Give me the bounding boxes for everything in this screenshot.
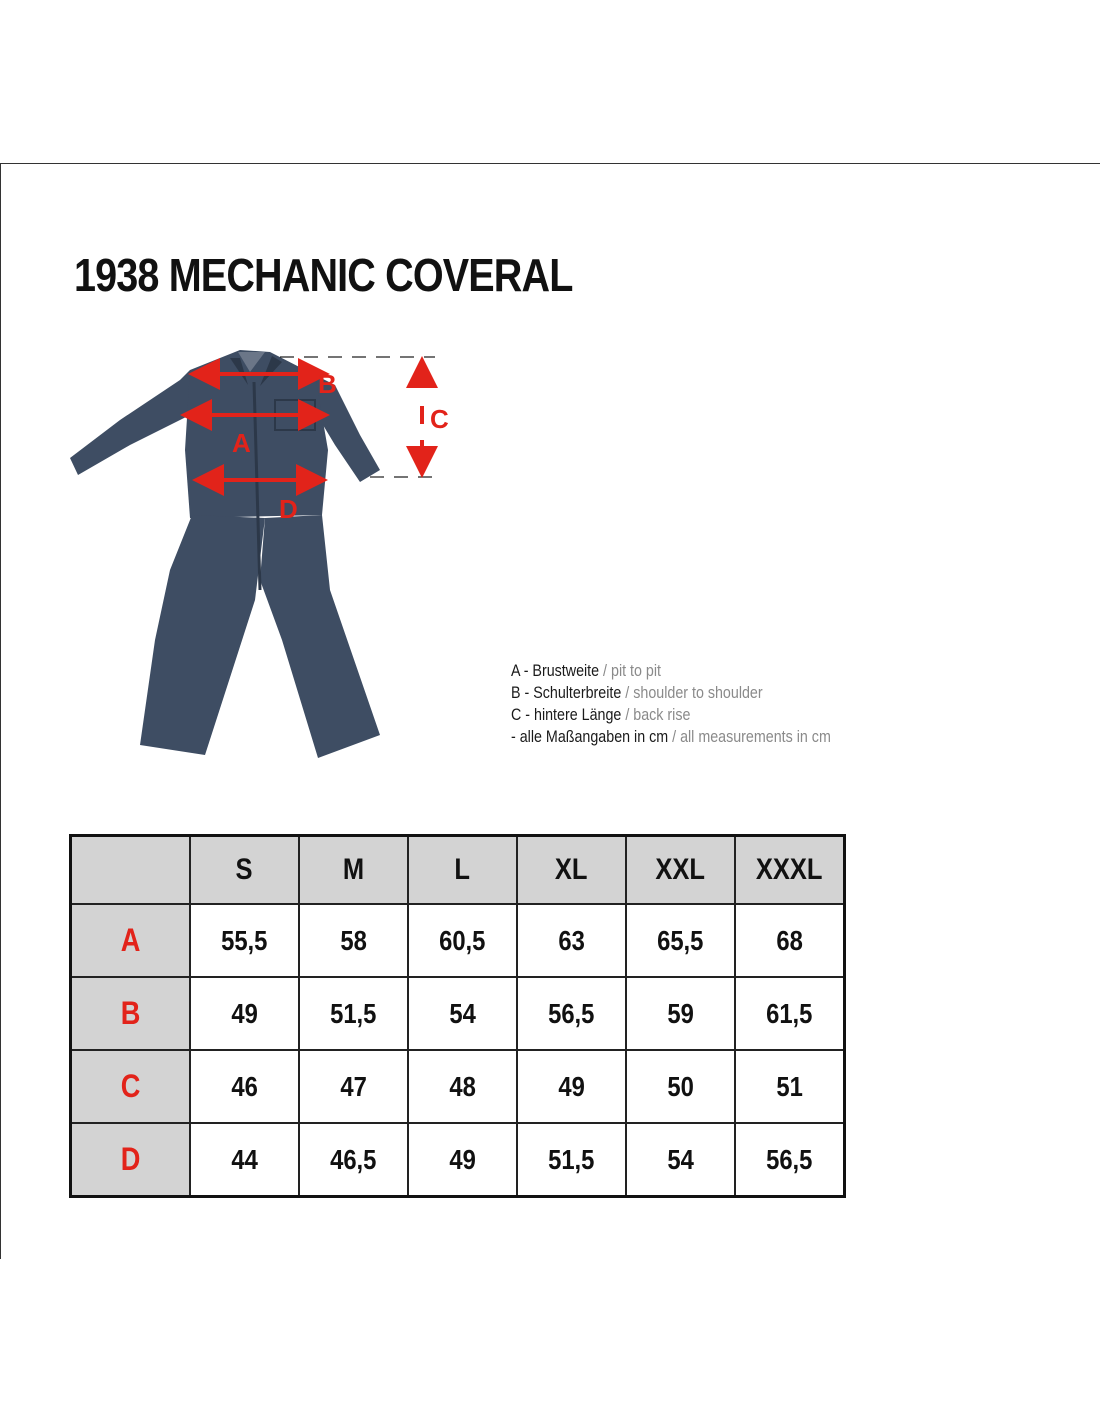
row-label: D: [71, 1123, 191, 1197]
table-cell: 63: [517, 904, 626, 977]
table-row: [71, 1123, 845, 1197]
size-header: M: [299, 836, 408, 905]
label-a: A: [232, 428, 251, 458]
table-cell: 50: [626, 1050, 735, 1123]
table-cell: 54: [626, 1123, 735, 1197]
measurement-legend: [511, 660, 864, 748]
label-c: C: [430, 404, 449, 434]
table-header-row: [71, 836, 845, 905]
label-d: D: [279, 494, 298, 524]
table-row: [71, 1050, 845, 1123]
table-cell: 51: [735, 1050, 845, 1123]
coverall-measurement-diagram: [60, 340, 460, 770]
table-cell: 56,5: [735, 1123, 845, 1197]
legend-row: - alle Maßangaben in cm / all measurements in cm: [511, 727, 831, 746]
table-cell: 44: [190, 1123, 299, 1197]
size-header: XXXL: [735, 836, 845, 905]
table-cell: 58: [299, 904, 408, 977]
table-row: [71, 904, 845, 977]
table-cell: 49: [190, 977, 299, 1050]
size-header: XXL: [626, 836, 735, 905]
table-cell: 65,5: [626, 904, 735, 977]
size-header: XL: [517, 836, 626, 905]
size-header: S: [190, 836, 299, 905]
table-cell: 68: [735, 904, 845, 977]
row-label: A: [71, 904, 191, 977]
table-cell: 61,5: [735, 977, 845, 1050]
table-cell: 56,5: [517, 977, 626, 1050]
label-b: B: [318, 369, 337, 399]
legend-row: A - Brustweite / pit to pit: [511, 661, 662, 680]
table-cell: 51,5: [517, 1123, 626, 1197]
table-cell: 49: [517, 1050, 626, 1123]
table-cell: 54: [408, 977, 517, 1050]
table-cell: 59: [626, 977, 735, 1050]
size-chart-table: [69, 834, 846, 1198]
table-corner-cell: [71, 836, 191, 905]
row-label: B: [71, 977, 191, 1050]
table-cell: 46: [190, 1050, 299, 1123]
table-cell: 46,5: [299, 1123, 408, 1197]
size-header: L: [408, 836, 517, 905]
row-label: C: [71, 1050, 191, 1123]
legend-row: C - hintere Länge / back rise: [511, 705, 691, 724]
coverall-image: [70, 350, 380, 758]
table-cell: 47: [299, 1050, 408, 1123]
table-cell: 55,5: [190, 904, 299, 977]
legend-row: B - Schulterbreite / shoulder to shoulder: [511, 683, 763, 702]
table-cell: 51,5: [299, 977, 408, 1050]
table-cell: 60,5: [408, 904, 517, 977]
table-cell: 49: [408, 1123, 517, 1197]
page-title: 1938 MECHANIC COVERAL: [74, 249, 573, 301]
table-row: [71, 977, 845, 1050]
table-cell: 48: [408, 1050, 517, 1123]
